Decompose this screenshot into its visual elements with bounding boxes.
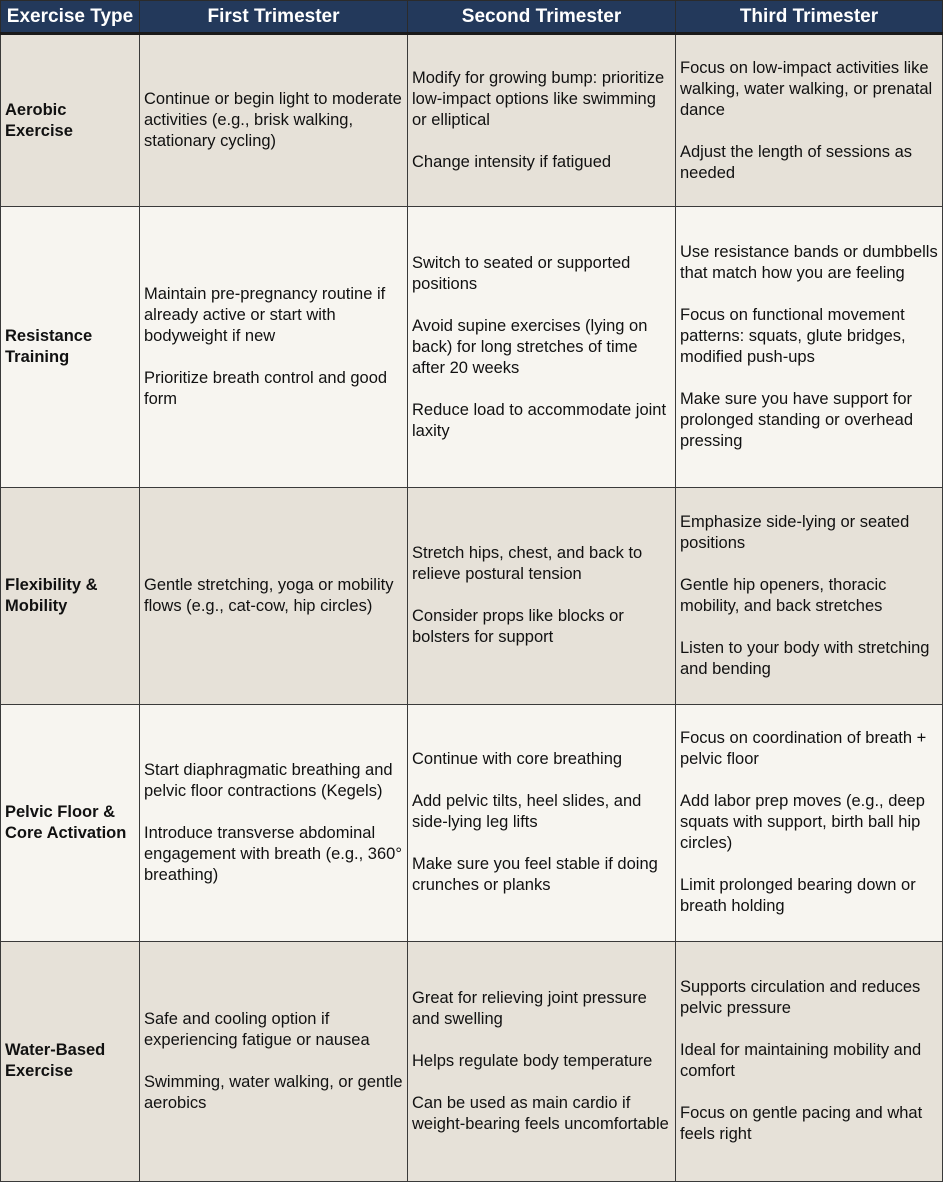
second-trimester-cell <box>408 207 676 488</box>
cell-paragraph: Consider props like blocks or bolsters for support <box>412 607 624 647</box>
cell-paragraph: Ideal for maintaining mobility and comfort <box>680 1041 922 1081</box>
first-trimester-cell <box>140 704 408 941</box>
third-trimester-cell <box>676 704 943 941</box>
cell-paragraph: Prioritize breath control and good form <box>144 369 388 409</box>
cell-paragraph: Emphasize side-lying or seated positions <box>680 512 910 552</box>
cell-paragraph: Focus on low-impact activities like walking, water walking, or prenatal dance <box>680 58 933 119</box>
cell-paragraph: Adjust the length of sessions as needed <box>680 142 913 182</box>
cell-paragraph: Can be used as main cardio if weight-bearing feels uncomfortable <box>412 1093 669 1133</box>
exercise-type-cell: Pelvic Floor & Core Activation <box>1 704 140 941</box>
cell-paragraph: Focus on gentle pacing and what feels right <box>680 1104 923 1144</box>
exercise-type-cell: Resistance Training <box>1 207 140 488</box>
table-row <box>1 34 943 207</box>
second-trimester-cell <box>408 488 676 704</box>
header-row <box>1 1 943 34</box>
third-trimester-cell <box>676 207 943 488</box>
cell-paragraph: Stretch hips, chest, and back to relieve postural tension <box>412 544 643 584</box>
header-second-trimester: Second Trimester <box>408 1 676 34</box>
exercise-type-cell: Aerobic Exercise <box>1 34 140 207</box>
cell-paragraph: Maintain pre-pregnancy routine if already active or start with bodyweight if new <box>144 285 386 346</box>
cell-paragraph: Focus on coordination of breath + pelvic floor <box>680 729 927 769</box>
cell-paragraph: Continue with core breathing <box>412 750 623 769</box>
cell-paragraph: Continue or begin light to moderate activities (e.g., brisk walking, stationary cycling) <box>144 90 402 151</box>
second-trimester-cell <box>408 704 676 941</box>
cell-paragraph: Add pelvic tilts, heel slides, and side-lying leg lifts <box>412 792 642 832</box>
cell-paragraph: Introduce transverse abdominal engagement with breath (e.g., 360° breathing) <box>144 823 402 884</box>
cell-paragraph: Make sure you feel stable if doing crunches or planks <box>412 855 658 895</box>
cell-paragraph: Gentle hip openers, thoracic mobility, and back stretches <box>680 575 887 615</box>
table-row <box>1 941 943 1181</box>
table-row <box>1 704 943 941</box>
cell-paragraph: Add labor prep moves (e.g., deep squats with support, birth ball hip circles) <box>680 792 925 853</box>
header-exercise-type: Exercise Type <box>1 1 140 34</box>
first-trimester-cell <box>140 941 408 1181</box>
cell-paragraph: Safe and cooling option if experiencing fatigue or nausea <box>144 1009 370 1049</box>
cell-paragraph: Change intensity if fatigued <box>412 153 612 172</box>
cell-paragraph: Focus on functional movement patterns: squats, glute bridges, modified push-ups <box>680 306 906 367</box>
cell-paragraph: Modify for growing bump: prioritize low-impact options like swimming or elliptical <box>412 69 665 130</box>
cell-paragraph: Gentle stretching, yoga or mobility flows (e.g., cat-cow, hip circles) <box>144 575 394 615</box>
second-trimester-cell <box>408 34 676 207</box>
header-first-trimester: First Trimester <box>140 1 408 34</box>
header-third-trimester: Third Trimester <box>676 1 943 34</box>
cell-paragraph: Swimming, water walking, or gentle aerobics <box>144 1072 403 1112</box>
exercise-type-cell: Flexibility & Mobility <box>1 488 140 704</box>
cell-paragraph: Use resistance bands or dumbbells that match how you are feeling <box>680 243 938 283</box>
cell-paragraph: Listen to your body with stretching and bending <box>680 638 930 678</box>
first-trimester-cell <box>140 488 408 704</box>
first-trimester-cell <box>140 207 408 488</box>
table-row <box>1 488 943 704</box>
cell-paragraph: Helps regulate body temperature <box>412 1051 653 1070</box>
first-trimester-cell <box>140 34 408 207</box>
second-trimester-cell <box>408 941 676 1181</box>
cell-paragraph: Switch to seated or supported positions <box>412 253 631 293</box>
third-trimester-cell <box>676 34 943 207</box>
cell-paragraph: Make sure you have support for prolonged standing or overhead pressing <box>680 390 914 451</box>
third-trimester-cell <box>676 941 943 1181</box>
cell-paragraph: Supports circulation and reduces pelvic pressure <box>680 978 921 1018</box>
table-row <box>1 207 943 488</box>
cell-paragraph: Avoid supine exercises (lying on back) for long stretches of time after 20 weeks <box>412 316 648 377</box>
exercise-type-cell: Water-Based Exercise <box>1 941 140 1181</box>
cell-paragraph: Reduce load to accommodate joint laxity <box>412 400 667 440</box>
cell-paragraph: Start diaphragmatic breathing and pelvic floor contractions (Kegels) <box>144 760 393 800</box>
third-trimester-cell <box>676 488 943 704</box>
cell-paragraph: Great for relieving joint pressure and swelling <box>412 988 647 1028</box>
cell-paragraph: Limit prolonged bearing down or breath holding <box>680 876 916 916</box>
